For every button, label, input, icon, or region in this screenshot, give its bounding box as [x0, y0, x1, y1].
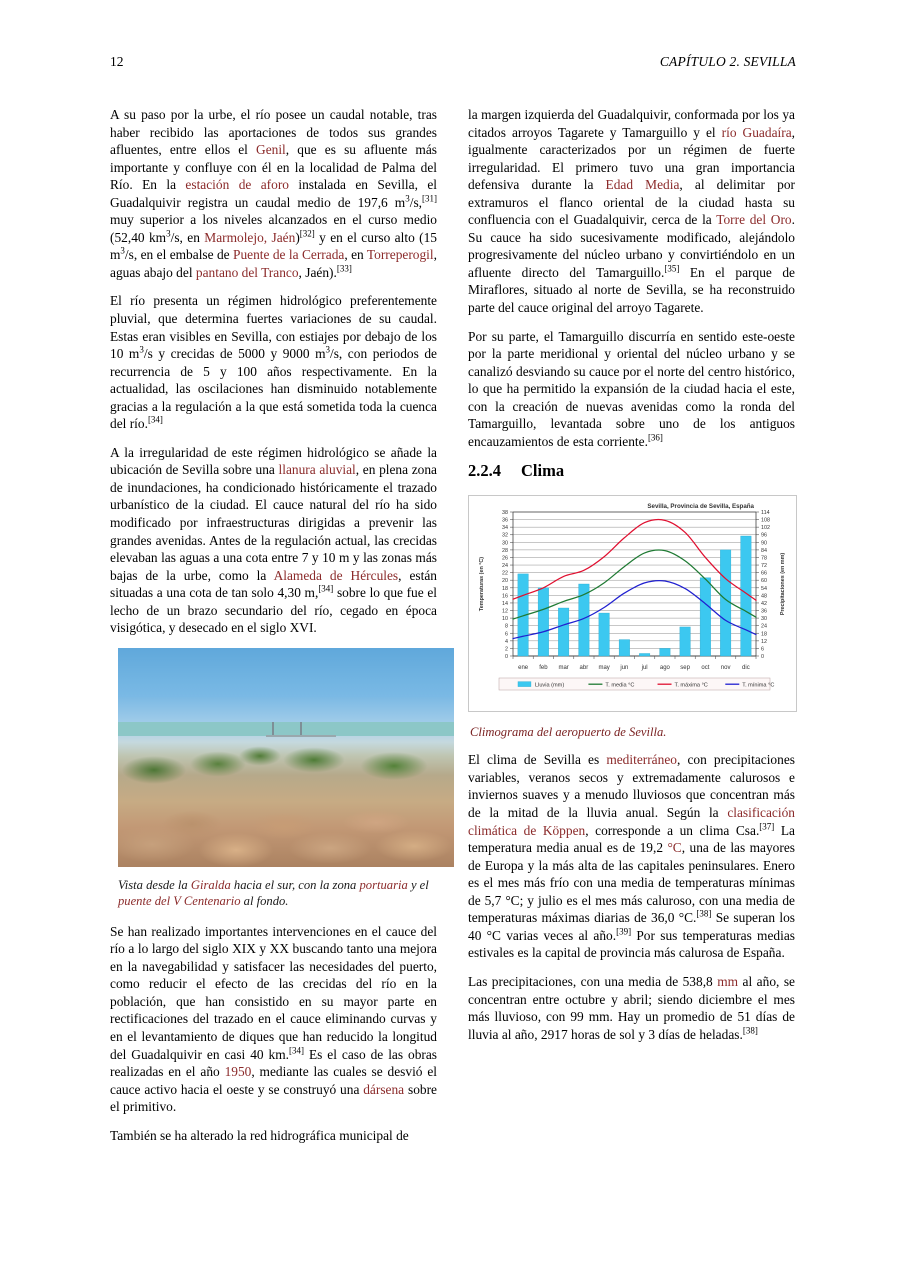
text-run: Las precipitaciones, con una media de 538,8	[468, 973, 718, 989]
text-run: , al delimitar por extramuros el flanco oriental de la ciudad hasta su confluencia con el Guadalquivir, cerca de la	[468, 177, 795, 228]
photo-frame	[118, 648, 454, 867]
svg-text:0: 0	[505, 654, 508, 661]
svg-text:6: 6	[761, 646, 764, 653]
photo-caption	[118, 877, 448, 910]
svg-text:14: 14	[502, 601, 508, 608]
right-column	[468, 106, 795, 1155]
text-run: La temperatura media anual es de 19,2	[468, 822, 795, 856]
page-number: 12	[110, 54, 124, 69]
text-run: sobre lo que fue el lecho de un brazo secundario del río, cegado en época visigótica, y desecado en el siglo XVI.	[110, 585, 437, 636]
svg-text:22: 22	[502, 571, 508, 578]
text-run: En el parque de Miraflores, situado al norte de Sevilla, se ha reconstruido parte del cauce original del arroyo Tagarete.	[468, 264, 795, 316]
text-run: Se superan los 40 °C varias veces al año.	[468, 910, 795, 943]
text-run: /s y crecidas de 5000 y 9000 m	[143, 346, 326, 362]
svg-text:84: 84	[761, 548, 767, 555]
svg-text:28: 28	[502, 548, 508, 555]
paragraph-rio-caudal	[110, 106, 437, 281]
link-llanura-aluvial[interactable]: llanura aluvial	[278, 462, 356, 478]
chapter-title: CAPÍTULO 2. SEVILLA	[659, 54, 796, 69]
rain-bar	[680, 627, 691, 656]
rain-bar	[599, 613, 610, 656]
paragraph-llanura-aluvial	[110, 444, 437, 637]
text-run: El clima de Sevilla es	[468, 752, 607, 768]
text-run: , aguas abajo del	[110, 247, 437, 280]
text-run: , están situadas a una cota de tan solo 4,30 m,	[110, 567, 437, 601]
svg-text:102: 102	[761, 525, 770, 532]
svg-text:72: 72	[761, 563, 767, 570]
text-run: y el	[407, 877, 429, 892]
text-run: al fondo.	[240, 894, 289, 909]
x-tick-label: ago	[659, 665, 670, 672]
ref-32[interactable]: [32]	[299, 228, 315, 239]
link-puente-v-centenario[interactable]: puente del V Centenario	[118, 894, 241, 909]
text-run: También se ha alterado la red hidrográfica municipal de	[110, 1127, 409, 1143]
text-run: Climograma del aeropuerto de Sevilla.	[470, 725, 667, 740]
chart-caption	[470, 724, 795, 740]
text-run: , con precipitaciones variables, veranos secos y extremadamente calurosos e inviernos suaves y a menudo lluviosos que concentran más de la mitad de la lluvia anual. Según la	[468, 752, 795, 821]
link-clasificacion-koppen[interactable]: clasificación climática de Köppen	[468, 805, 795, 838]
svg-text:4: 4	[505, 639, 508, 646]
svg-text:26: 26	[502, 555, 508, 562]
x-tick-label: feb	[539, 665, 548, 672]
x-tick-label: sep	[680, 665, 690, 672]
svg-text:18: 18	[502, 586, 508, 593]
text-run: /s, en	[170, 229, 205, 245]
svg-text:90: 90	[761, 540, 767, 547]
paragraph-clima-mediterraneo	[468, 751, 795, 962]
ref-35[interactable]: [35]	[664, 263, 680, 274]
text-run: , que es su afluente más importante y confluye con él en la localidad de Palma del Río. En la	[110, 142, 437, 193]
link-1950[interactable]: 1950	[224, 1064, 252, 1080]
ref-34[interactable]: [34]	[318, 583, 334, 594]
ref-31[interactable]: [31]	[422, 193, 437, 204]
chart-canvas	[469, 496, 796, 711]
link-portuaria[interactable]: portuaria	[359, 877, 408, 892]
link-edad-media[interactable]: Edad Media	[605, 177, 680, 193]
y-axis-label-right: Precipitaciones (en mm)	[780, 553, 786, 616]
svg-text:12: 12	[761, 639, 767, 646]
link-mediterraneo[interactable]: mediterráneo	[606, 752, 677, 768]
climograph-svg	[469, 496, 796, 711]
link-genil[interactable]: Genil	[256, 142, 286, 158]
svg-text:12: 12	[502, 608, 508, 615]
svg-text:18: 18	[761, 631, 767, 638]
svg-text:66: 66	[761, 571, 767, 578]
figure-vista-giralda	[110, 648, 437, 910]
svg-text:36: 36	[761, 608, 767, 615]
text-run: /s, con periodos de recurrencia de 5 y 100 años respectivamente. En la actualidad, las oscilaciones han disminuido notablemente gracias a la regulación a la que está sometida toda la cuenca del río.	[110, 346, 437, 432]
ref-36[interactable]: [36]	[647, 432, 663, 443]
text-run: )	[295, 229, 300, 245]
link-rio-guadaira[interactable]: río Guadaíra	[721, 124, 792, 140]
text-run: , en plena zona de inundaciones, ha condicionado históricamente el trazado urbanístico de la ciudad. El cauce natural del río ha sido modificado por infraestructuras dirigidas a prevenir las grandes avenidas. Antes de la regulación actual, las crecidas elevaban las aguas a una cota entre 7 y 10 m y las zonas más bajas de la urbe, como la	[110, 462, 438, 583]
link-grado-celsius[interactable]: °C	[667, 840, 682, 856]
paragraph-margen-izquierda	[468, 106, 795, 317]
svg-text:20: 20	[502, 578, 508, 585]
svg-text:24: 24	[502, 563, 508, 570]
text-run: y en el curso alto (15 m	[110, 229, 437, 263]
ref-38[interactable]: [38]	[742, 1025, 758, 1036]
text-run: Por su parte, el Tamarguillo discurría en sentido este-oeste por la parte meridional y oriental del núcleo urbano y se canalizó desviando su cauce por el norte del centro histórico, lo que ha permitido la expansión de la ciudad hacia el este, con la creación de nuevas avenidas como la ronda del Tamarguillo, levantada sobre uno de los antiguos encauzamientos de esta corriente.	[468, 328, 795, 449]
section-title: Clima	[521, 461, 565, 481]
x-tick-label: may	[598, 665, 610, 672]
text-run: , Jaén).	[298, 264, 337, 280]
svg-text:8: 8	[505, 624, 508, 631]
text-run: hacia el sur, con la zona	[230, 877, 360, 892]
rain-bar	[538, 588, 549, 656]
link-puente-cerrada[interactable]: Puente de la Cerrada	[233, 247, 345, 263]
svg-text:54: 54	[761, 586, 767, 593]
section-number: 2.2.4	[468, 461, 501, 481]
rain-bar	[660, 649, 671, 657]
x-tick-label: jul	[641, 665, 648, 672]
link-pantano-tranco[interactable]: pantano del Tranco	[195, 264, 299, 280]
svg-text:32: 32	[502, 533, 508, 540]
paragraph-precipitaciones	[468, 973, 795, 1043]
svg-text:96: 96	[761, 533, 767, 540]
climograph-chart	[468, 495, 797, 712]
rain-bar	[700, 578, 711, 656]
link-marmolejo[interactable]: Marmolejo, Jaén	[204, 229, 296, 245]
exponent: 3	[405, 193, 410, 204]
exponent: 3	[325, 344, 330, 355]
text-run: /s,	[409, 194, 422, 210]
section-heading-clima	[468, 461, 795, 481]
text-run: muy superior a los niveles alcanzados en el curso medio (52,40 km	[110, 212, 437, 245]
svg-text:30: 30	[761, 616, 767, 623]
legend-label: T. mínima °C	[742, 682, 775, 689]
text-run: , una de las mayores de Europa y la más alta de las capitales peninsulares. Enero es el mes más frío con una media de temperaturas mínimas de 5,7 °C; y julio es el mes más caluroso, con una media de temperaturas máximas diarias de 36,0 °C.	[468, 840, 795, 926]
rain-bar	[619, 640, 630, 656]
text-run: A la irregularidad de este régimen hidrológico se añade la ubicación de Sevilla sobre una	[110, 444, 437, 478]
text-run: /s, en el embalse de	[124, 247, 234, 263]
svg-text:114: 114	[761, 510, 770, 517]
svg-text:48: 48	[761, 593, 767, 600]
link-darsena[interactable]: dársena	[363, 1081, 405, 1097]
svg-text:108: 108	[761, 517, 770, 524]
text-run: Vista desde la	[118, 877, 191, 892]
svg-text:24: 24	[761, 624, 767, 631]
text-run: , mediante las cuales se desvió el cauce activo hacia el oeste y se construyó una	[110, 1064, 437, 1097]
link-mm[interactable]: mm	[717, 973, 739, 989]
ref-38[interactable]: [38]	[696, 908, 712, 919]
link-torre-del-oro[interactable]: Torre del Oro	[716, 212, 792, 228]
x-tick-label: jun	[620, 665, 629, 672]
svg-text:0: 0	[761, 654, 764, 661]
x-tick-label: abr	[579, 665, 589, 672]
y-axis-label-left: Temperaturas (en °C)	[479, 557, 485, 612]
link-alameda-hercules[interactable]: Alameda de Hércules	[273, 567, 399, 583]
svg-text:34: 34	[502, 525, 508, 532]
rain-bar	[558, 608, 569, 656]
link-estacion-aforo[interactable]: estación de aforo	[185, 177, 289, 193]
ref-39[interactable]: [39]	[616, 926, 632, 937]
svg-text:78: 78	[761, 555, 767, 562]
legend-label: T. máxima °C	[674, 682, 708, 689]
x-tick-label: ene	[518, 665, 529, 672]
text-run: , corresponde a un clima Csa.	[585, 822, 760, 838]
svg-text:2: 2	[505, 646, 508, 653]
svg-text:16: 16	[502, 593, 508, 600]
svg-text:6: 6	[505, 631, 508, 638]
text-run: , en	[344, 247, 367, 263]
paragraph-tamarguillo	[468, 328, 795, 451]
ref-37[interactable]: [37]	[759, 821, 775, 832]
paragraph-regimen-hidrologico	[110, 292, 437, 432]
link-torreperogil[interactable]: Torreperogil	[366, 247, 434, 263]
x-tick-label: nov	[720, 665, 731, 672]
x-tick-label: oct	[701, 665, 710, 672]
text-run: Es el caso de las obras realizadas en el año	[110, 1046, 438, 1080]
two-column-body	[110, 106, 796, 1155]
text-run: instalada en Sevilla, el Guadalquivir registra un caudal medio de 197,6 m	[110, 177, 437, 210]
text-run: sobre el primitivo.	[110, 1081, 437, 1115]
photo-seville-aerial	[118, 648, 454, 867]
chart-title: Sevilla, Provincia de Sevilla, España	[647, 503, 754, 511]
left-column	[110, 106, 437, 1155]
paragraph-red-hidrografica	[110, 1127, 437, 1145]
ref-34[interactable]: [34]	[289, 1045, 305, 1056]
text-run: al año, se concentran entre octubre y abril; siendo diciembre el mes más lluvioso, con 99 mm. Hay un promedio de 51 días de lluvia al año, 2917 horas de sol y 3 días de heladas.	[468, 973, 795, 1042]
text-run: El río presenta un régimen hidrológico preferentemente pluvial, que determina fuertes variaciones de su caudal. Estas eran visibles en Sevilla, con estiajes por debajo de los 10 m	[110, 293, 437, 362]
exponent: 3	[120, 245, 125, 256]
svg-text:36: 36	[502, 517, 508, 524]
text-run: Se han realizado importantes intervenciones en el cauce del río a lo largo del siglo XIX y XX buscando tanto una mejora en la navegabilidad y satisfacer las necesidades del puerto, como reducir el efecto de las crecidas del río en la población, que han consistido en su mayor parte en rectificaciones del trazado en el cauce eliminando curvas y en el levantamiento de diques que han reducido la longitud del Guadalquivir en casi 40 km.	[110, 923, 437, 1062]
svg-text:42: 42	[761, 601, 767, 608]
rain-bar	[639, 654, 650, 657]
text-run: la margen izquierda del Guadalquivir, conformada por los ya citados arroyos Tagarete y Tamarguillo y el	[468, 107, 795, 140]
svg-text:10: 10	[502, 616, 508, 623]
ref-33[interactable]: [33]	[336, 263, 352, 274]
legend-label: T. media °C	[605, 682, 635, 689]
x-tick-label: mar	[558, 665, 569, 672]
text-run: , igualmente caracterizados por un régimen de fuerte irregularidad. El primero tuvo una gran importancia defensiva durante la	[468, 124, 795, 193]
svg-text:60: 60	[761, 578, 767, 585]
text-run: Por sus temperaturas medias estivales es la capital de provincia más calurosa de España.	[468, 927, 795, 961]
text-run: A su paso por la urbe, el río posee un caudal notable, tras haber recibido las aportaciones de todos sus grandes afluentes, entre ellos el	[110, 107, 437, 158]
svg-text:30: 30	[502, 540, 508, 547]
legend-label: Lluvia (mm)	[534, 682, 565, 689]
svg-text:38: 38	[502, 510, 508, 517]
exponent: 3	[139, 344, 144, 355]
exponent: 3	[166, 228, 171, 239]
rain-bar	[720, 550, 731, 656]
running-head	[110, 54, 796, 70]
x-tick-label: dic	[742, 665, 750, 672]
text-run: . Su cauce ha sido sucesivamente modificado, alejándolo progresivamente del núcleo urbano y convirtiéndolo en un afluente directo del Tamarguillo.	[468, 212, 795, 280]
link-giralda[interactable]: Giralda	[190, 877, 231, 892]
paragraph-intervenciones-cauce	[110, 923, 437, 1116]
ref-34[interactable]: [34]	[147, 414, 163, 425]
